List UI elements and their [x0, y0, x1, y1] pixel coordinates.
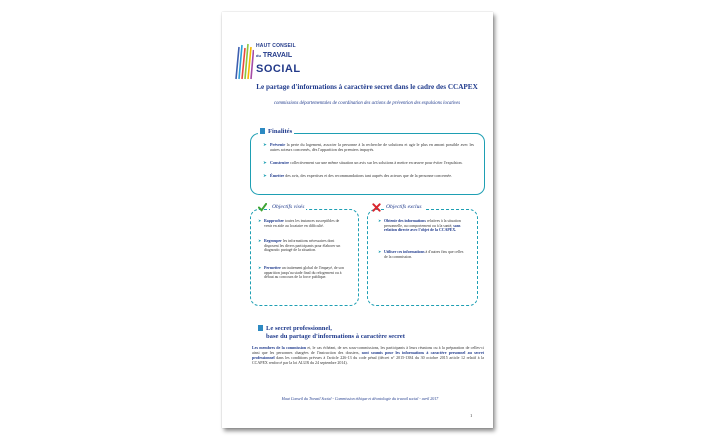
heading-bar-icon	[260, 128, 265, 134]
hcts-logo	[234, 41, 304, 81]
bullet-arrow-icon: ➤	[263, 173, 267, 178]
finalites-item-text: la perte du logement, associer la personne à la recherche de solutions et agir le plus en amont possible avec les autres acteurs concernés, dès l'apparition des premiers impayés.	[270, 142, 474, 152]
bullet-arrow-icon: ➤	[378, 250, 382, 254]
secret-paragraph	[252, 346, 484, 366]
vises-item-text: un traitement global de l'impayé, de son apparition jusqu'au stade final du relogement ou à défaut au concours de la force publique.	[264, 266, 344, 280]
document-page	[222, 12, 493, 428]
logo-bars-icon	[234, 41, 254, 81]
exclus-item-bold: Obtenir des informations	[384, 219, 426, 223]
document-title: Le partage d'informations à caractère secret dans le cadre des CCAPEX	[256, 83, 478, 91]
vises-item-bold: Permettre	[264, 266, 281, 270]
bullet-arrow-icon: ➤	[258, 266, 262, 270]
para-bold2: sont soumis pour les informations à caractère personnel au secret professionnel	[252, 349, 484, 360]
page-number: 1	[470, 413, 473, 418]
finalites-item-bold: Prévenir	[270, 142, 286, 147]
finalites-item-text: des avis, des expertises et des recommandations tant auprès des acteurs que de la personne concernée.	[284, 173, 453, 178]
section2-line2: base du partage d'informations à caractère secret	[266, 333, 405, 340]
bullet-arrow-icon: ➤	[258, 219, 262, 223]
document-subtitle: commissions départementales de coordination des actions de prévention des expulsions locatives	[273, 101, 461, 106]
vises-item-text: toutes les instances susceptibles de venir en aide au locataire en difficulté.	[264, 219, 340, 228]
finalites-item	[263, 142, 474, 152]
finalites-item	[263, 160, 474, 165]
exclus-item-bold2: sans relation directe avec l'objet de la CCAPEX.	[384, 223, 461, 233]
objectifs-exclus-heading: Objectifs exclus	[386, 204, 422, 210]
bullet-arrow-icon: ➤	[258, 239, 262, 243]
bullet-arrow-icon: ➤	[378, 219, 382, 223]
exclus-item-text: relatives à la situation personnelle, au comportement ou à la santé,	[384, 219, 461, 228]
finalites-item-bold: Construire	[270, 160, 290, 165]
vises-item-text: les informations nécessaires dont disposent les divers participants pour élaborer un diagnostic partagé de la situation.	[264, 239, 341, 253]
vises-item	[258, 266, 348, 280]
finalites-heading	[258, 128, 294, 135]
secret-professionnel-heading	[258, 325, 405, 341]
bullet-arrow-icon: ➤	[263, 142, 267, 147]
section2-line1: Le secret professionnel,	[266, 325, 332, 332]
vises-item	[258, 239, 348, 253]
page-footer: Haut Conseil du Travail Social - Commission éthique et déontologie du travail social - avril 2017	[281, 396, 439, 401]
exclus-item	[378, 250, 468, 259]
finalites-item	[263, 173, 474, 178]
para-text2: dans les conditions prévues à l'article 226-13 du code pénal (décret n° 2015-1384 du 30 octobre 2015 article 12 relatif à la CCAPEX renforcé par la loi ALUR du 24 septembre 2014).	[252, 354, 484, 365]
objectifs-vises-heading: Objectifs visés	[272, 204, 305, 210]
cross-icon	[372, 203, 381, 212]
logo-line1: HAUT CONSEIL	[256, 43, 296, 49]
finalites-heading-text: Finalités	[268, 128, 293, 135]
exclus-item-bold: Utiliser ces informations	[384, 250, 425, 254]
para-bold1: Les membres de la commission	[252, 345, 307, 350]
bullet-arrow-icon: ➤	[263, 160, 267, 165]
vises-item-bold: Regrouper	[264, 239, 282, 243]
logo-line2-prefix: du	[256, 53, 261, 58]
para-text1: et, le cas échéant, de ses sous-commissions, les participants à leurs réunions ou à la préparation de celles-ci ainsi que les personnes chargées de l'instruction des dossiers,	[252, 345, 485, 355]
vises-item-bold: Rapprocher	[264, 219, 285, 223]
exclus-item-text: à d'autres fins que celles de la commission.	[384, 250, 464, 259]
logo-line2-word: TRAVAIL	[262, 52, 293, 59]
exclus-item	[378, 219, 468, 233]
finalites-item-text: collectivement sur une même situation un avis sur les solutions à mettre en œuvre pour éviter l'expulsion.	[289, 160, 463, 165]
check-icon	[258, 203, 267, 212]
logo-line3: SOCIAL	[256, 63, 301, 75]
logo-line2	[256, 52, 292, 59]
vises-item	[258, 219, 348, 228]
finalites-item-bold: Émettre	[270, 173, 285, 178]
heading-bar-icon	[258, 325, 263, 331]
